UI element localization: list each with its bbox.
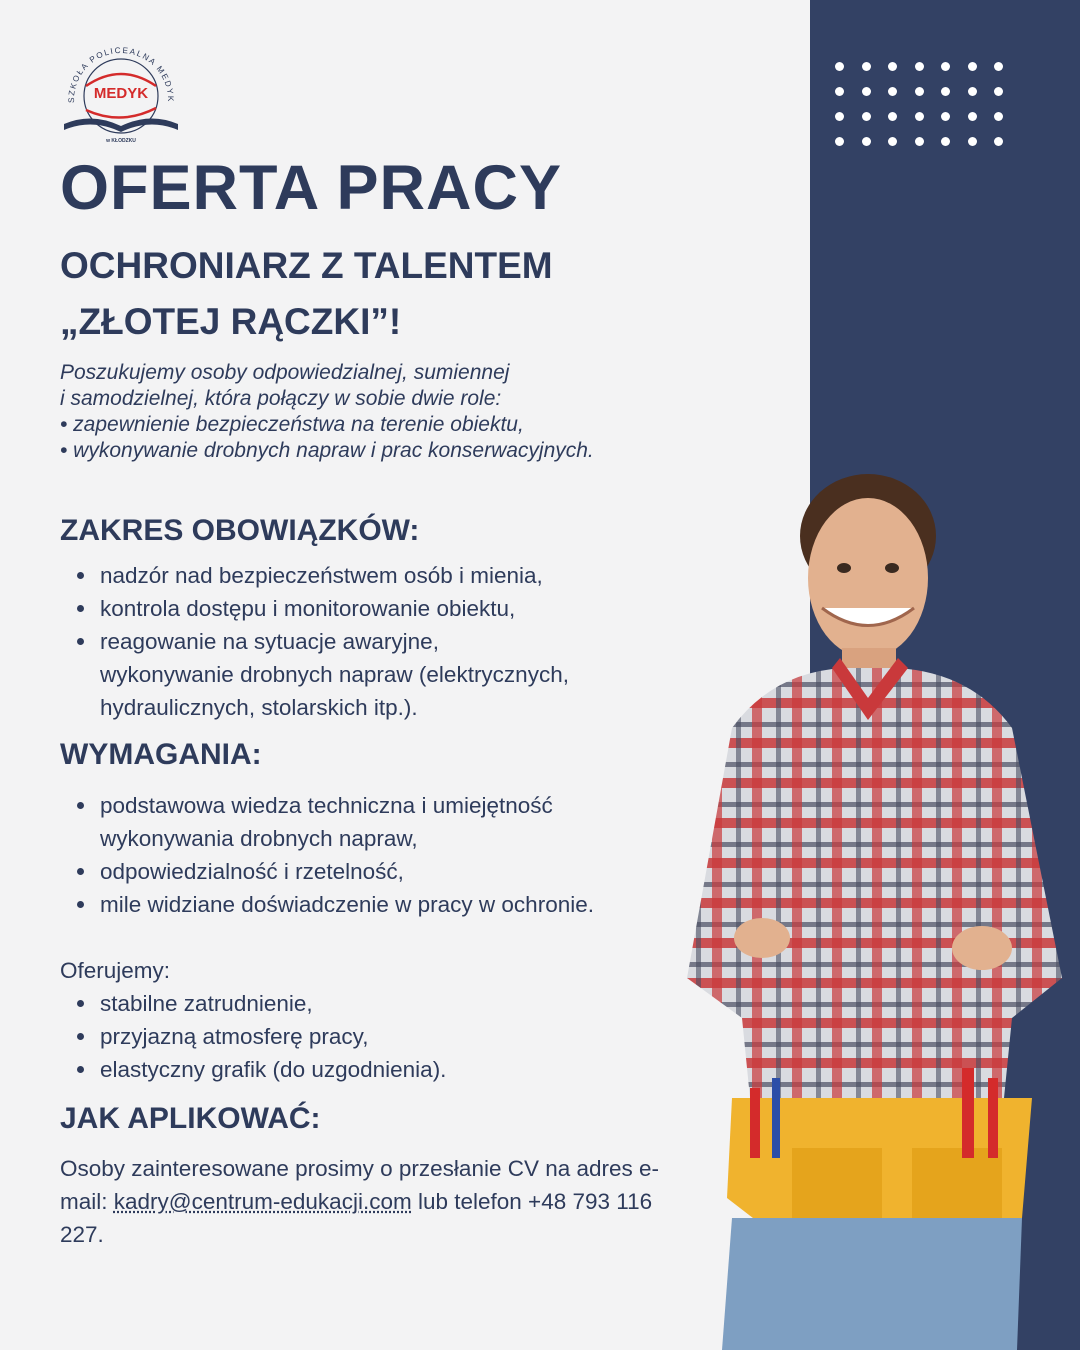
svg-text:w KŁODZKU: w KŁODZKU <box>106 138 136 144</box>
decor-dot <box>888 112 897 121</box>
decor-dot <box>994 112 1003 121</box>
decor-dot <box>915 62 924 71</box>
list-item-continuation: wykonywania drobnych napraw, <box>100 826 418 851</box>
decor-dot <box>968 112 977 121</box>
list-item: mile widziane doświadczenie w pracy w ochronie. <box>60 888 594 921</box>
svg-text:MEDYK: MEDYK <box>93 85 149 102</box>
intro-line: • wykonywanie drobnych napraw i prac konserwacyjnych. <box>60 439 594 462</box>
list-item: nadzór nad bezpieczeństwem osób i mienia, <box>60 559 569 592</box>
decor-dot <box>968 62 977 71</box>
decor-dot <box>915 87 924 96</box>
worker-photo <box>672 458 1080 1350</box>
decor-dot <box>862 137 871 146</box>
duties-list <box>60 559 569 724</box>
intro-text <box>60 360 700 464</box>
offer-list <box>60 987 446 1086</box>
decor-dot <box>888 137 897 146</box>
intro-line: Poszukujemy osoby odpowiedzialnej, sumiennej <box>60 361 510 384</box>
decor-dot <box>835 137 844 146</box>
intro-line: • zapewnienie bezpieczeństwa na terenie obiektu, <box>60 413 524 436</box>
decor-dot <box>862 87 871 96</box>
school-logo <box>56 38 186 146</box>
decor-dot <box>968 87 977 96</box>
decor-dot <box>941 87 950 96</box>
decor-dot <box>941 62 950 71</box>
decor-dot <box>862 112 871 121</box>
requirements-list <box>60 789 594 921</box>
intro-line: i samodzielnej, która połączy w sobie dwie role: <box>60 387 502 410</box>
list-item: odpowiedzialność i rzetelność, <box>60 855 594 888</box>
list-item: reagowanie na sytuacje awaryjne, <box>60 625 569 658</box>
list-item: stabilne zatrudnienie, <box>60 987 446 1020</box>
decor-dot <box>888 62 897 71</box>
email-link[interactable]: kadry@centrum-edukacji.com <box>113 1189 412 1214</box>
list-item: elastyczny grafik (do uzgodnienia). <box>60 1053 446 1086</box>
apply-text: Osoby zainteresowane prosimy o przesłanie CV na adres e-mail: kadry@centrum-edukacji.com lub telefon +48 793 116 227. <box>60 1156 660 1247</box>
decor-dot <box>941 137 950 146</box>
dot-pattern <box>835 62 1003 146</box>
decor-dot <box>915 112 924 121</box>
apply-heading: JAK APLIKOWAĆ: <box>60 1102 321 1135</box>
page-title: OFERTA PRACY <box>60 153 563 223</box>
decor-dot <box>835 87 844 96</box>
decor-dot <box>888 87 897 96</box>
decor-dot <box>994 87 1003 96</box>
list-item-continuation: hydraulicznych, stolarskich itp.). <box>100 695 418 720</box>
decor-dot <box>835 62 844 71</box>
decor-dot <box>915 137 924 146</box>
list-item: przyjazną atmosferę pracy, <box>60 1020 446 1053</box>
offer-heading: Oferujemy: <box>60 958 171 983</box>
requirements-heading: WYMAGANIA: <box>60 738 262 771</box>
list-item: kontrola dostępu i monitorowanie obiektu, <box>60 592 569 625</box>
decor-dot <box>862 62 871 71</box>
list-item-continuation: wykonywanie drobnych napraw (elektrycznych, <box>100 662 569 687</box>
decor-dot <box>994 62 1003 71</box>
decor-dot <box>941 112 950 121</box>
svg-text:SZKOŁA POLICEALNA MEDYK: SZKOŁA POLICEALNA MEDYK <box>66 45 176 103</box>
decor-dot <box>994 137 1003 146</box>
decor-dot <box>968 137 977 146</box>
list-item: podstawowa wiedza techniczna i umiejętność <box>60 789 594 822</box>
duties-heading: ZAKRES OBOWIĄZKÓW: <box>60 514 420 547</box>
decor-dot <box>835 112 844 121</box>
job-title: OCHRONIARZ Z TALENTEM „ZŁOTEJ RĄCZKI”! <box>60 245 553 342</box>
